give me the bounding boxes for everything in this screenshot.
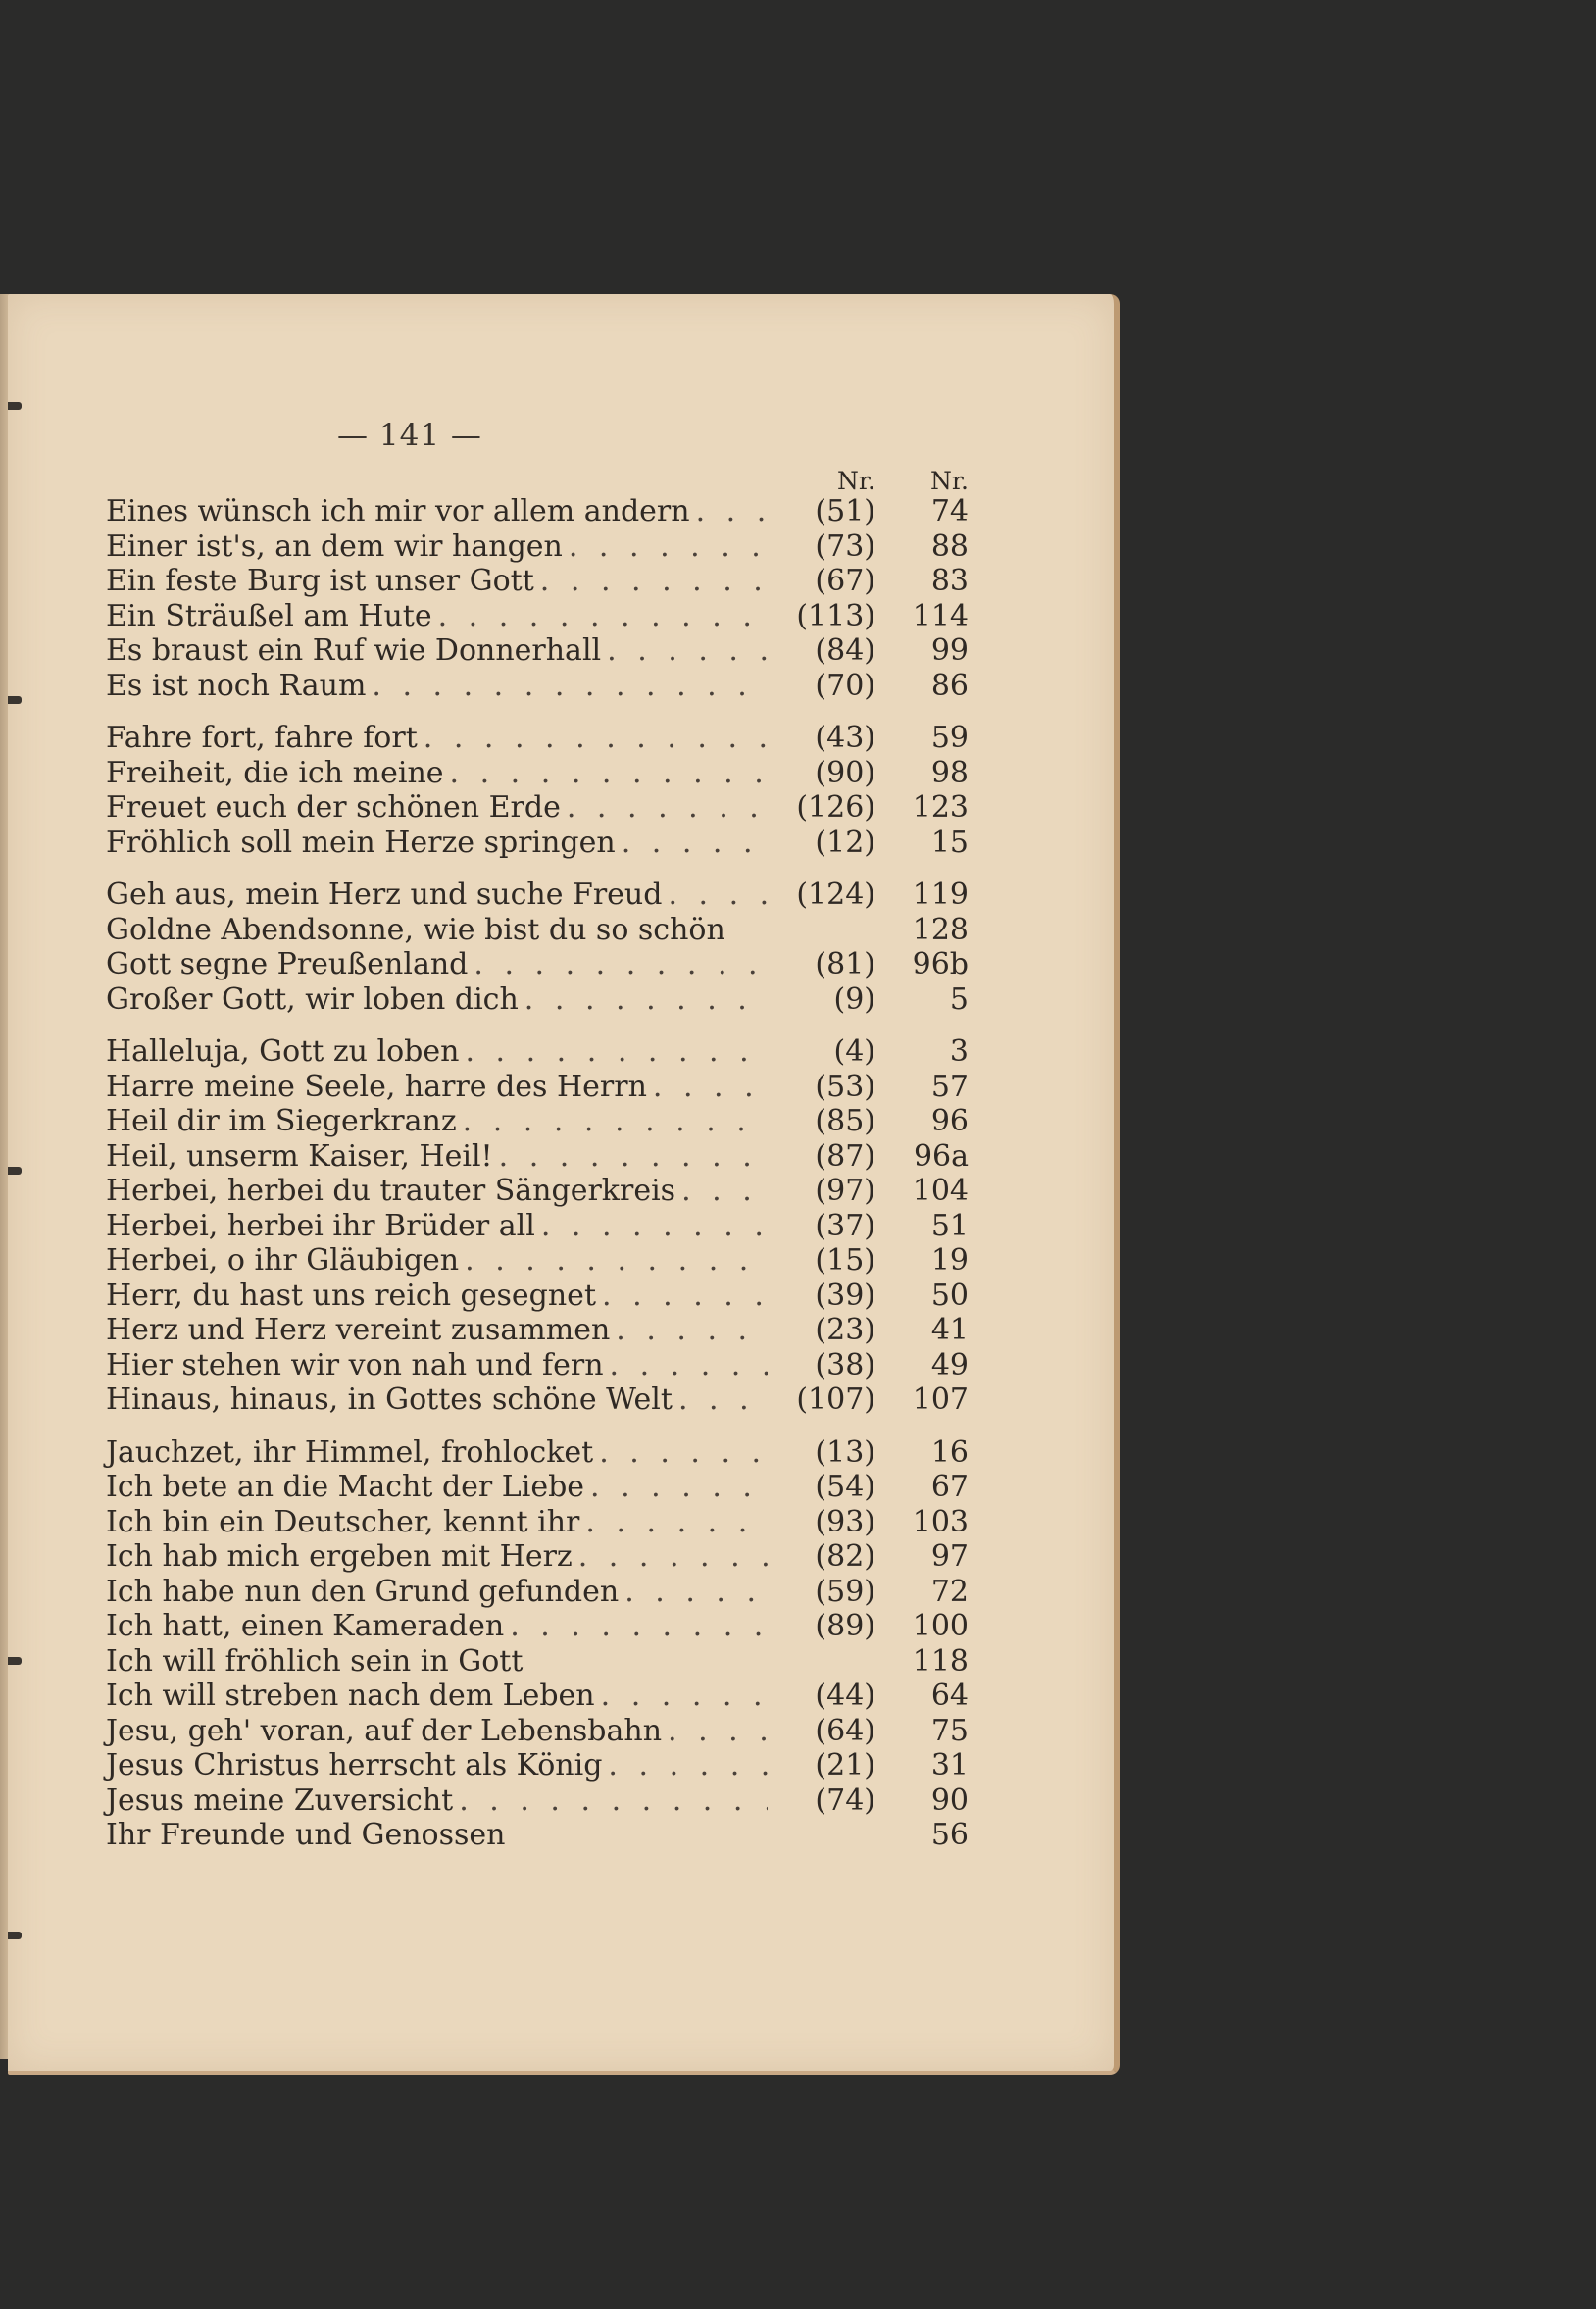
- entry-song-number: 41: [930, 1313, 969, 1347]
- entry-ref-number: (54): [815, 1470, 875, 1504]
- entry-title: Ich habe nun den Grund gefunden: [106, 1574, 620, 1609]
- index-entry: [106, 1435, 969, 1471]
- binding-thread: [8, 1167, 22, 1175]
- entry-ref-number: (90): [815, 755, 875, 790]
- entry-title: Herbei, herbei du trauter Sängerkreis: [106, 1174, 676, 1208]
- group-spacer: [106, 1418, 969, 1435]
- column-headers: [106, 469, 969, 494]
- entry-song-number: 97: [930, 1539, 969, 1574]
- entry-ref-number: (124): [796, 878, 875, 912]
- entry-title: Eines wünsch ich mir vor allem andern: [106, 494, 690, 528]
- leader-dots: [593, 1435, 768, 1471]
- entry-ref-number: (73): [815, 528, 875, 564]
- leader-dots: [459, 1034, 768, 1070]
- leader-dots: [619, 1575, 768, 1610]
- leader-dots: [444, 756, 768, 791]
- index-entry: [106, 1818, 969, 1853]
- entry-song-number: 59: [930, 721, 969, 755]
- entry-title: Harre meine Seele, harre des Herrn: [106, 1069, 647, 1104]
- entry-ref-number: (38): [815, 1347, 875, 1382]
- entry-song-number: 67: [930, 1470, 969, 1504]
- entry-ref-number: (59): [815, 1574, 875, 1609]
- leader-dots: [595, 1679, 768, 1714]
- leader-dots: [493, 1139, 768, 1175]
- index-entry: [106, 529, 969, 565]
- entry-song-number: 98: [930, 755, 969, 790]
- entry-title: Ich will fröhlich sein in Gott: [106, 1643, 524, 1679]
- entry-title: Ihr Freunde und Genossen: [106, 1818, 506, 1852]
- index-entry: [106, 1139, 969, 1175]
- leader-dots: [366, 669, 768, 704]
- index-entry: [106, 1034, 969, 1070]
- entry-song-number: 64: [930, 1679, 969, 1713]
- index-entry: [106, 1505, 969, 1540]
- entry-title: Herbei, o ihr Gläubigen: [106, 1243, 460, 1278]
- entry-title: Es ist noch Raum: [106, 668, 367, 703]
- entry-title: Hier stehen wir von nah und fern: [106, 1347, 604, 1382]
- leader-dots: [534, 564, 768, 599]
- entry-ref-number: (51): [815, 494, 875, 528]
- binding-thread: [8, 696, 22, 704]
- entry-ref-number: (15): [815, 1243, 875, 1278]
- index-entry: [106, 1070, 969, 1105]
- index-entry: [106, 1348, 969, 1383]
- entry-title: Heil dir im Siegerkranz: [106, 1104, 457, 1138]
- leader-dots: [579, 1505, 768, 1540]
- entry-ref-number: (13): [815, 1434, 875, 1470]
- entry-ref-number: (126): [796, 790, 875, 825]
- binding-thread: [8, 1932, 22, 1939]
- entry-song-number: 16: [930, 1434, 969, 1470]
- index-entry: [106, 721, 969, 756]
- entry-song-number: 31: [930, 1748, 969, 1782]
- entry-ref-number: (97): [815, 1174, 875, 1208]
- entry-title: Herr, du hast uns reich gesegnet: [106, 1278, 596, 1313]
- leader-dots: [601, 633, 768, 669]
- leader-dots: [418, 721, 768, 756]
- entry-song-number: 104: [912, 1174, 969, 1208]
- entry-ref-number: (84): [815, 633, 875, 668]
- index-entry: [106, 1783, 969, 1819]
- song-index: [106, 469, 969, 1853]
- entry-title: Ich will streben nach dem Leben: [106, 1679, 595, 1713]
- entry-song-number: 50: [930, 1278, 969, 1313]
- entry-song-number: 5: [949, 981, 969, 1017]
- entry-song-number: 15: [930, 825, 969, 860]
- entry-ref-number: (82): [815, 1539, 875, 1574]
- entry-ref-number: (21): [815, 1748, 875, 1782]
- leader-dots: [662, 878, 768, 913]
- leader-dots: [610, 1313, 768, 1348]
- entry-title: Jesus Christus herrscht als König: [106, 1748, 603, 1782]
- leader-dots: [453, 1783, 768, 1819]
- entry-title: Freiheit, die ich meine: [106, 755, 444, 790]
- entry-ref-number: (53): [815, 1069, 875, 1104]
- leader-dots: [675, 1174, 768, 1209]
- index-entry: [106, 1174, 969, 1209]
- binding-thread: [8, 402, 22, 410]
- index-entry: [106, 633, 969, 669]
- entry-ref-number: (64): [815, 1713, 875, 1748]
- entry-title: Gott segne Preußenland: [106, 947, 469, 981]
- entry-ref-number: (39): [815, 1278, 875, 1313]
- entry-ref-number: (23): [815, 1313, 875, 1347]
- index-entry: [106, 564, 969, 599]
- entry-title: Geh aus, mein Herz und suche Freud: [106, 878, 663, 912]
- index-entry: [106, 1313, 969, 1348]
- index-entry: [106, 1243, 969, 1279]
- entry-song-number: 96b: [912, 947, 969, 981]
- leader-dots: [596, 1279, 768, 1314]
- index-entry: [106, 1539, 969, 1575]
- entry-title: Goldne Abendsonne, wie bist du so schön: [106, 912, 725, 947]
- index-entry: [106, 1609, 969, 1644]
- leader-dots: [584, 1470, 768, 1505]
- entry-song-number: 96a: [913, 1138, 969, 1174]
- entry-ref-number: (44): [815, 1679, 875, 1713]
- index-entry: [106, 982, 969, 1018]
- index-entry: [106, 826, 969, 861]
- entry-ref-number: (12): [815, 825, 875, 860]
- entry-ref-number: (37): [815, 1208, 875, 1243]
- index-entry: [106, 1748, 969, 1783]
- index-entry: [106, 790, 969, 826]
- leader-dots: [519, 982, 768, 1018]
- entry-title: Halleluja, Gott zu loben: [106, 1034, 460, 1069]
- entry-ref-number: (9): [833, 981, 875, 1017]
- leader-dots: [457, 1104, 768, 1139]
- entry-title: Heil, unserm Kaiser, Heil!: [106, 1138, 493, 1174]
- entry-song-number: 103: [912, 1504, 969, 1539]
- leader-dots: [604, 1348, 768, 1383]
- entry-title: Jauchzet, ihr Himmel, frohlocket: [106, 1434, 594, 1470]
- leader-dots: [468, 947, 768, 982]
- index-entry: [106, 947, 969, 982]
- entry-ref-number: (67): [815, 564, 875, 598]
- group-spacer: [106, 703, 969, 721]
- entry-song-number: 74: [930, 494, 969, 528]
- entry-title: Herz und Herz vereint zusammen: [106, 1313, 611, 1347]
- entry-ref-number: (70): [815, 668, 875, 703]
- entry-ref-number: (113): [796, 598, 875, 633]
- index-entry: [106, 878, 969, 913]
- entry-title: Ein Sträußel am Hute: [106, 598, 432, 633]
- entry-song-number: 49: [930, 1347, 969, 1382]
- leader-dots: [616, 826, 768, 861]
- entry-title: Ich hatt, einen Kameraden: [106, 1609, 505, 1643]
- entry-song-number: 19: [930, 1243, 969, 1278]
- entry-song-number: 56: [930, 1818, 969, 1852]
- entry-song-number: 57: [930, 1069, 969, 1104]
- leader-dots: [504, 1609, 768, 1644]
- ref-column-header: Nr.: [836, 467, 875, 495]
- index-entry: [106, 494, 969, 529]
- entry-song-number: 128: [912, 912, 969, 947]
- entry-ref-number: (107): [796, 1382, 875, 1417]
- index-entry: [106, 913, 969, 948]
- group-spacer: [106, 1017, 969, 1034]
- leader-dots: [561, 790, 768, 826]
- entry-ref-number: (74): [815, 1782, 875, 1818]
- entry-song-number: 51: [930, 1208, 969, 1243]
- index-entry: [106, 1644, 969, 1680]
- num-column-header: Nr.: [929, 467, 969, 495]
- entry-song-number: 75: [930, 1713, 969, 1748]
- leader-dots: [563, 529, 768, 565]
- entry-title: Großer Gott, wir loben dich: [106, 981, 519, 1017]
- index-entry: [106, 1714, 969, 1749]
- leader-dots: [690, 494, 768, 529]
- leader-dots: [602, 1748, 768, 1783]
- leader-dots: [647, 1070, 768, 1105]
- entry-song-number: 119: [912, 878, 969, 912]
- index-entry: [106, 1382, 969, 1418]
- entry-song-number: 107: [912, 1382, 969, 1417]
- index-entry: [106, 1209, 969, 1244]
- entry-song-number: 88: [930, 528, 969, 564]
- index-entry: [106, 1104, 969, 1139]
- entry-song-number: 100: [912, 1609, 969, 1643]
- leader-dots: [662, 1714, 768, 1749]
- leader-dots: [432, 599, 768, 634]
- entry-song-number: 83: [930, 564, 969, 598]
- index-entry: [106, 1679, 969, 1714]
- entry-song-number: 90: [930, 1782, 969, 1818]
- leader-dots: [573, 1539, 768, 1575]
- index-entry: [106, 756, 969, 791]
- index-entry: [106, 599, 969, 634]
- book-page: [8, 294, 1120, 2075]
- binding-thread: [8, 1657, 22, 1665]
- entry-title: Es braust ein Ruf wie Donnerhall: [106, 633, 602, 668]
- index-entry: [106, 1575, 969, 1610]
- entry-title: Ein feste Burg ist unser Gott: [106, 564, 534, 598]
- index-entry: [106, 1279, 969, 1314]
- entry-title: Fahre fort, fahre fort: [106, 721, 418, 755]
- entry-ref-number: (43): [815, 721, 875, 755]
- entry-song-number: 86: [930, 668, 969, 703]
- entry-title: Herbei, herbei ihr Brüder all: [106, 1208, 535, 1243]
- entry-title: Jesu, geh' voran, auf der Lebensbahn: [106, 1713, 663, 1748]
- entry-ref-number: (85): [815, 1104, 875, 1138]
- entry-title: Jesus meine Zuversicht: [106, 1782, 454, 1818]
- group-spacer: [106, 860, 969, 878]
- entry-ref-number: (81): [815, 947, 875, 981]
- entry-ref-number: (93): [815, 1504, 875, 1539]
- entry-title: Hinaus, hinaus, in Gottes schöne Welt: [106, 1382, 673, 1417]
- entry-ref-number: (87): [815, 1138, 875, 1174]
- entry-song-number: 96: [930, 1104, 969, 1138]
- entry-title: Ich bin ein Deutscher, kennt ihr: [106, 1504, 580, 1539]
- index-entry: [106, 669, 969, 704]
- entry-song-number: 99: [930, 633, 969, 668]
- leader-dots: [673, 1382, 768, 1418]
- leader-dots: [459, 1243, 768, 1279]
- entry-ref-number: (4): [833, 1034, 875, 1069]
- entry-title: Fröhlich soll mein Herze springen: [106, 825, 616, 860]
- leader-dots: [535, 1209, 768, 1244]
- entry-title: Ich hab mich ergeben mit Herz: [106, 1539, 573, 1574]
- entry-title: Einer ist's, an dem wir hangen: [106, 528, 563, 564]
- entry-ref-number: (89): [815, 1609, 875, 1643]
- entry-song-number: 72: [930, 1574, 969, 1609]
- entry-song-number: 114: [912, 598, 969, 633]
- index-entry: [106, 1470, 969, 1505]
- entry-title: Freuet euch der schönen Erde: [106, 790, 561, 825]
- entry-song-number: 123: [912, 790, 969, 825]
- entry-title: Ich bete an die Macht der Liebe: [106, 1470, 585, 1504]
- entry-song-number: 118: [912, 1643, 969, 1679]
- page-number: — 141 —: [337, 418, 482, 453]
- entry-song-number: 3: [949, 1034, 969, 1069]
